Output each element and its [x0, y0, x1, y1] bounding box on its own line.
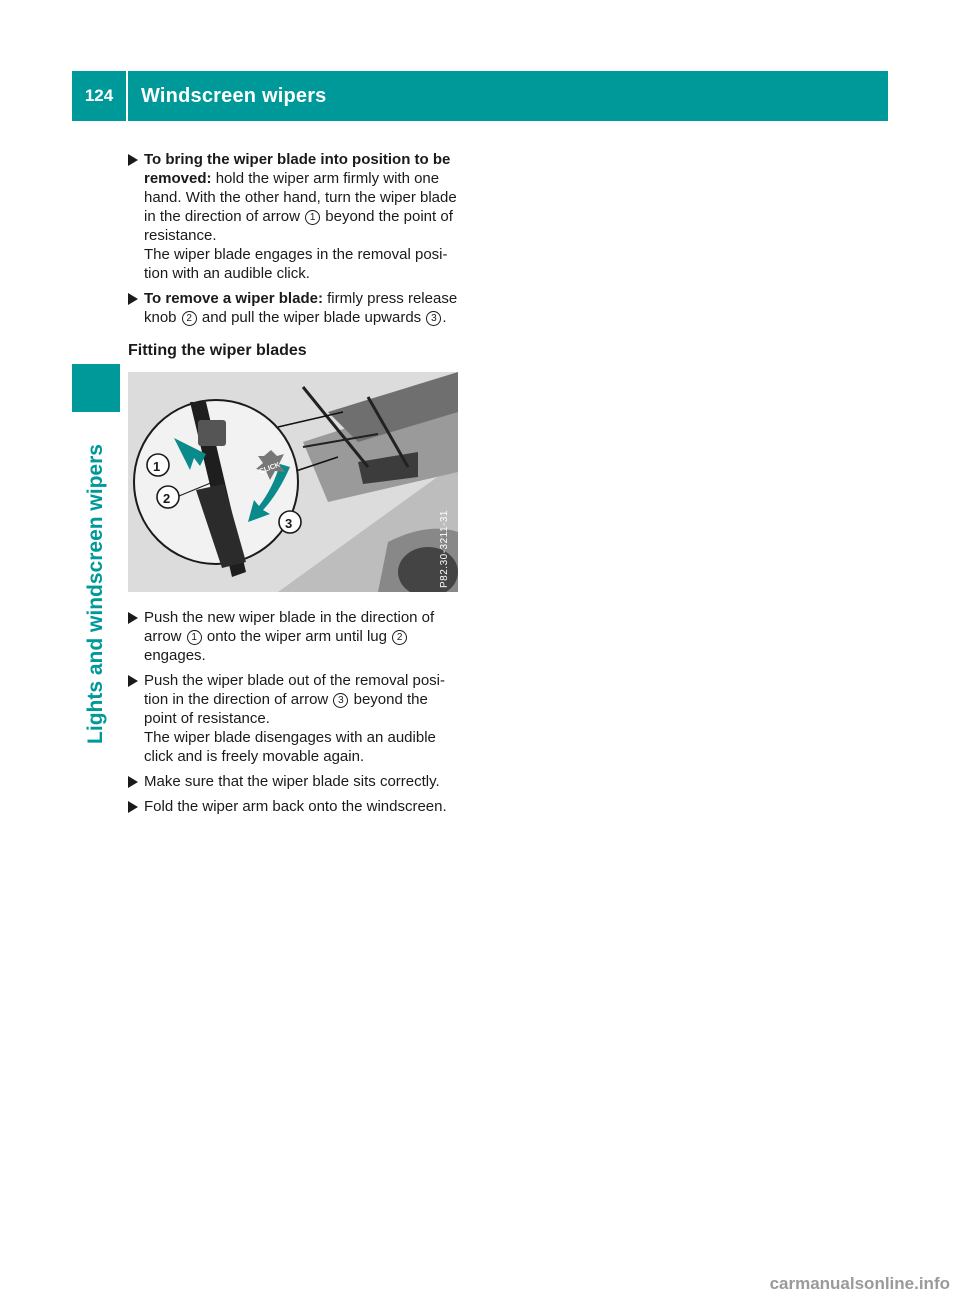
side-tab-block — [72, 364, 120, 412]
wiper-blade-figure — [128, 372, 458, 592]
header-divider — [126, 71, 128, 121]
instruction-step — [128, 608, 462, 665]
side-chapter-label: Lights and windscreen wipers — [84, 444, 107, 744]
figure-reference-code: P82.30-3211-31 — [439, 510, 450, 588]
instruction-step — [128, 797, 462, 816]
step-note: The wiper blade disengages with an audible click and is freely movable again. — [144, 729, 436, 765]
callout-marker: 2 — [182, 311, 197, 326]
step-lead: To remove a wiper blade: — [144, 290, 323, 307]
step-note: The wiper blade engages in the removal posi- tion with an audible click. — [144, 246, 448, 282]
callout-marker: 3 — [426, 311, 441, 326]
click-label: CLICK — [258, 461, 281, 476]
wiper-illustration — [128, 372, 458, 592]
instruction-step — [128, 671, 462, 766]
step-arrow-icon — [128, 776, 138, 788]
instruction-step — [128, 289, 462, 327]
callout-marker: 2 — [392, 630, 407, 645]
step-tail: engages. — [144, 647, 206, 664]
callout-1-label: 1 — [153, 459, 161, 474]
step-arrow-icon — [128, 154, 138, 166]
step-text: beyond the point of resistance. — [144, 691, 428, 727]
step-text: firmly press release knob — [144, 290, 458, 326]
step-text: onto the wiper arm until lug — [206, 628, 387, 645]
step-text: Fold the wiper arm back onto the windscreen. — [144, 798, 447, 815]
step-lead: To bring the wiper blade into position to be removed: — [144, 151, 451, 187]
step-tail: . — [442, 309, 447, 326]
callout-3-label: 3 — [285, 516, 293, 531]
step-text: hold the wiper arm firmly with one hand. With the other hand, turn the wiper blade in the direction of arrow — [144, 170, 457, 225]
callout-marker: 1 — [187, 630, 202, 645]
callout-marker: 1 — [305, 210, 320, 225]
step-text: Push the wiper blade out of the removal posi- tion in the direction of arrow — [144, 672, 446, 708]
step-arrow-icon — [128, 612, 138, 624]
page-header — [72, 71, 888, 121]
step-text: beyond the point of resistance. — [144, 208, 453, 244]
main-content — [128, 150, 462, 822]
callout-2-label: 2 — [163, 491, 171, 506]
step-arrow-icon — [128, 293, 138, 305]
step-text: Push the new wiper blade in the direction of arrow — [144, 609, 435, 645]
step-arrow-icon — [128, 801, 138, 813]
instruction-step — [128, 772, 462, 791]
callout-marker: 3 — [333, 693, 348, 708]
watermark: carmanualsonline.info — [769, 1274, 950, 1293]
instruction-step — [128, 150, 462, 283]
page-number: 124 — [84, 86, 114, 105]
step-arrow-icon — [128, 675, 138, 687]
step-text: and pull the wiper blade upwards — [201, 309, 422, 326]
step-text: Make sure that the wiper blade sits correctly. — [144, 773, 440, 790]
section-title: Windscreen wipers — [141, 85, 327, 107]
section-heading: Fitting the wiper blades — [128, 342, 307, 359]
